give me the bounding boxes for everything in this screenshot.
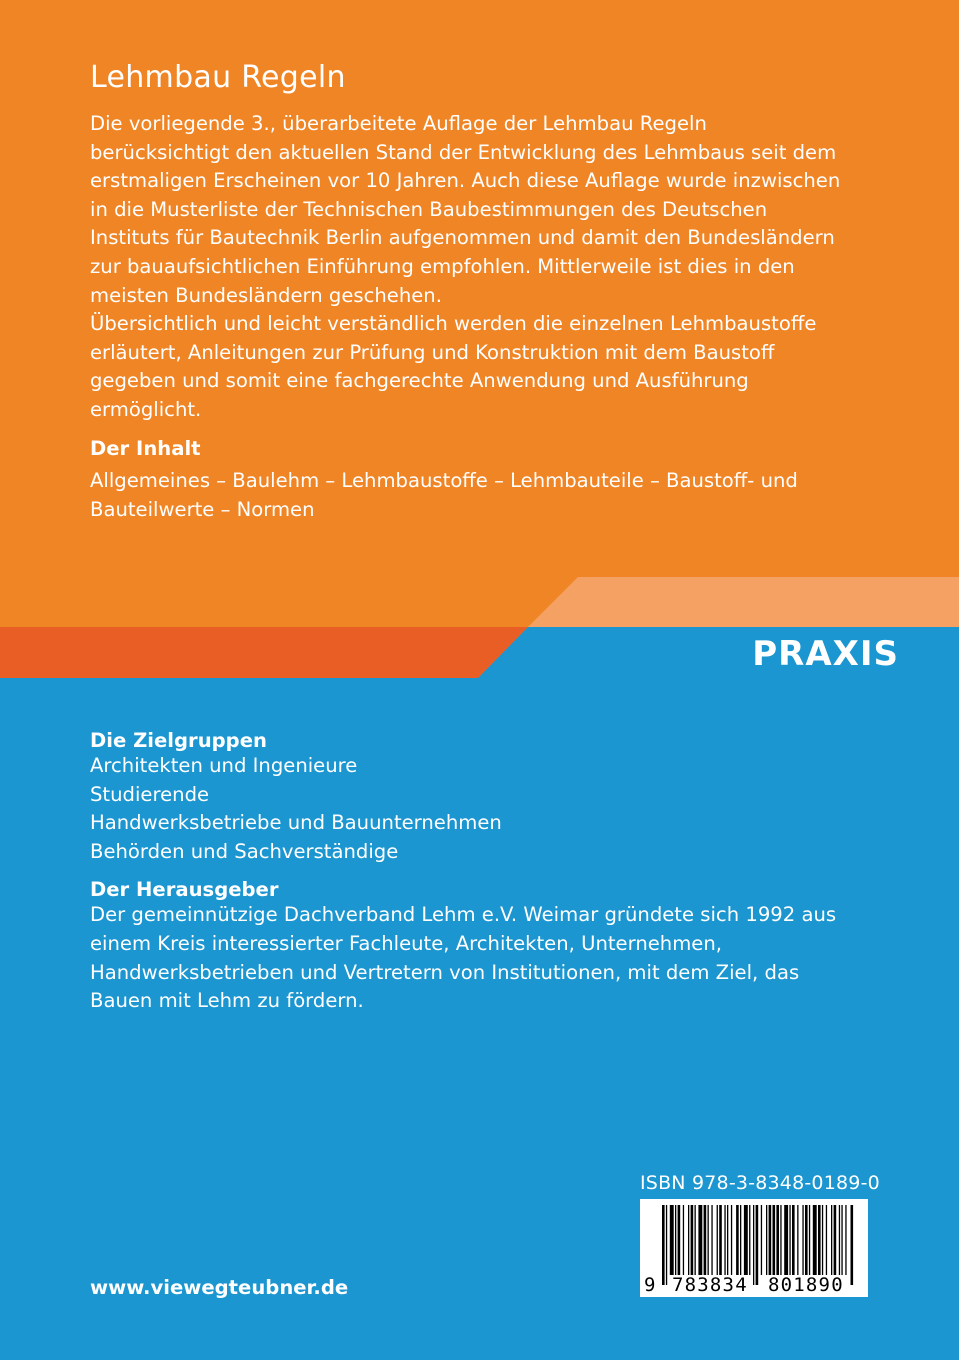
barcode-bar xyxy=(813,1205,817,1275)
barcode-bar xyxy=(670,1205,674,1275)
zielgruppen-heading: Die Zielgruppen xyxy=(90,729,267,752)
publisher-website[interactable]: www.viewegteubner.de xyxy=(90,1276,349,1299)
barcode-bar xyxy=(744,1205,748,1275)
barcode-bar xyxy=(776,1205,779,1275)
barcode-bar xyxy=(789,1205,790,1275)
barcode-bar xyxy=(761,1205,762,1275)
book-title: Lehmbau Regeln xyxy=(90,60,346,95)
barcode-bar xyxy=(719,1205,722,1275)
intro-paragraph-2: Übersichtlich und leicht verständlich werden die einzelnen Lehmbaustoffe erläutert, Anleitungen zur Prüfung und Konstruktion mit dem Baustoff gegeben und somit eine fachgerechte Anwendung und Ausführung ermöglicht. xyxy=(90,312,817,421)
barcode-bar xyxy=(773,1205,776,1275)
barcode-bar xyxy=(740,1205,741,1275)
barcode-bar xyxy=(845,1205,846,1275)
barcode-bar xyxy=(731,1205,732,1275)
zielgruppe-item: Behörden und Sachverständige xyxy=(90,839,399,863)
barcode-bar xyxy=(766,1205,767,1275)
barcode-bar xyxy=(769,1205,772,1275)
barcode-digit-first: 9 xyxy=(644,1274,656,1296)
red-band-stripe xyxy=(0,627,528,678)
intro-text xyxy=(90,110,850,524)
herausgeber-heading: Der Herausgeber xyxy=(90,878,279,902)
barcode-bar xyxy=(797,1205,798,1275)
barcode-bar xyxy=(749,1205,750,1275)
barcode-bar xyxy=(784,1205,788,1275)
barcode-bar xyxy=(683,1205,684,1275)
barcode-bar xyxy=(678,1205,681,1275)
barcode-bar xyxy=(851,1205,854,1285)
barcode-bar xyxy=(727,1205,728,1275)
lower-text xyxy=(90,729,860,1016)
series-label: PRAXIS xyxy=(752,634,899,674)
barcode-bar xyxy=(736,1205,739,1275)
barcode-bar xyxy=(711,1205,712,1275)
herausgeber-text: Der gemeinnützige Dachverband Lehm e.V. Weimar gründete sich 1992 aus einem Kreis interessierter Fachleute, Architekten, Unternehmen, Handwerksbetrieben und Vertretern von Institutionen, mit dem Ziel, das Bauen mit Lehm zu fördern. xyxy=(90,903,837,1013)
barcode-bar xyxy=(704,1205,707,1275)
barcode-digits-right: 801890 xyxy=(768,1274,844,1296)
barcode-bar xyxy=(698,1205,702,1275)
barcode-bar xyxy=(809,1205,810,1275)
barcode-bar xyxy=(841,1205,842,1275)
barcode-bar xyxy=(839,1205,840,1275)
barcode-bar xyxy=(724,1205,725,1275)
barcode-bar xyxy=(666,1205,667,1285)
barcode-bar xyxy=(675,1205,676,1275)
barcode-bar xyxy=(792,1205,795,1275)
barcode-bar xyxy=(695,1205,696,1275)
inhalt-text: Allgemeines – Baulehm – Lehmbaustoffe – Lehmbauteile – Baustoff- und Bauteilwerte – Normen xyxy=(90,469,798,521)
barcode-bar xyxy=(818,1205,821,1275)
barcode-bar xyxy=(717,1205,718,1275)
isbn-barcode xyxy=(640,1199,868,1297)
barcode-digits-left: 783834 xyxy=(672,1274,748,1296)
intro-paragraph-1: Die vorliegende 3., überarbeitete Auflage der Lehmbau Regeln berücksichtigt den aktuellen Stand der Entwicklung des Lehmbaus seit dem erstmaligen Erscheinen vor 10 Jahren. Auch diese Auflage wurde inzwischen in die Musterliste der Technischen Baubestimmungen des Deutschen Instituts für Bautechnik Berlin aufgenommen und damit den Bundesländern zur bauaufsichtlichen Einführung empfohlen. Mittlerweile ist dies in den meisten Bundesländern geschehen. xyxy=(90,112,841,307)
barcode-bar xyxy=(822,1205,823,1275)
barcode-bar xyxy=(826,1205,827,1275)
zielgruppe-item: Studierende xyxy=(90,782,210,806)
barcode-bar xyxy=(688,1205,689,1275)
barcode-bar xyxy=(831,1205,832,1275)
barcode-bar xyxy=(753,1205,754,1285)
isbn-number: ISBN 978-3-8348-0189-0 xyxy=(640,1172,880,1194)
barcode-bar xyxy=(802,1205,803,1275)
barcode-bar xyxy=(662,1205,665,1285)
zielgruppe-item: Handwerksbetriebe und Bauunternehmen xyxy=(90,811,502,835)
barcode-bar xyxy=(834,1205,837,1275)
inhalt-heading: Der Inhalt xyxy=(90,436,201,460)
barcode-bar xyxy=(691,1205,694,1275)
barcode-bar xyxy=(805,1205,808,1275)
barcode-bar xyxy=(780,1205,781,1275)
barcode-bar xyxy=(756,1205,759,1285)
barcode-bar xyxy=(708,1205,709,1275)
zielgruppe-item: Architekten und Ingenieure xyxy=(90,754,358,777)
light-band-stripe xyxy=(528,577,959,627)
